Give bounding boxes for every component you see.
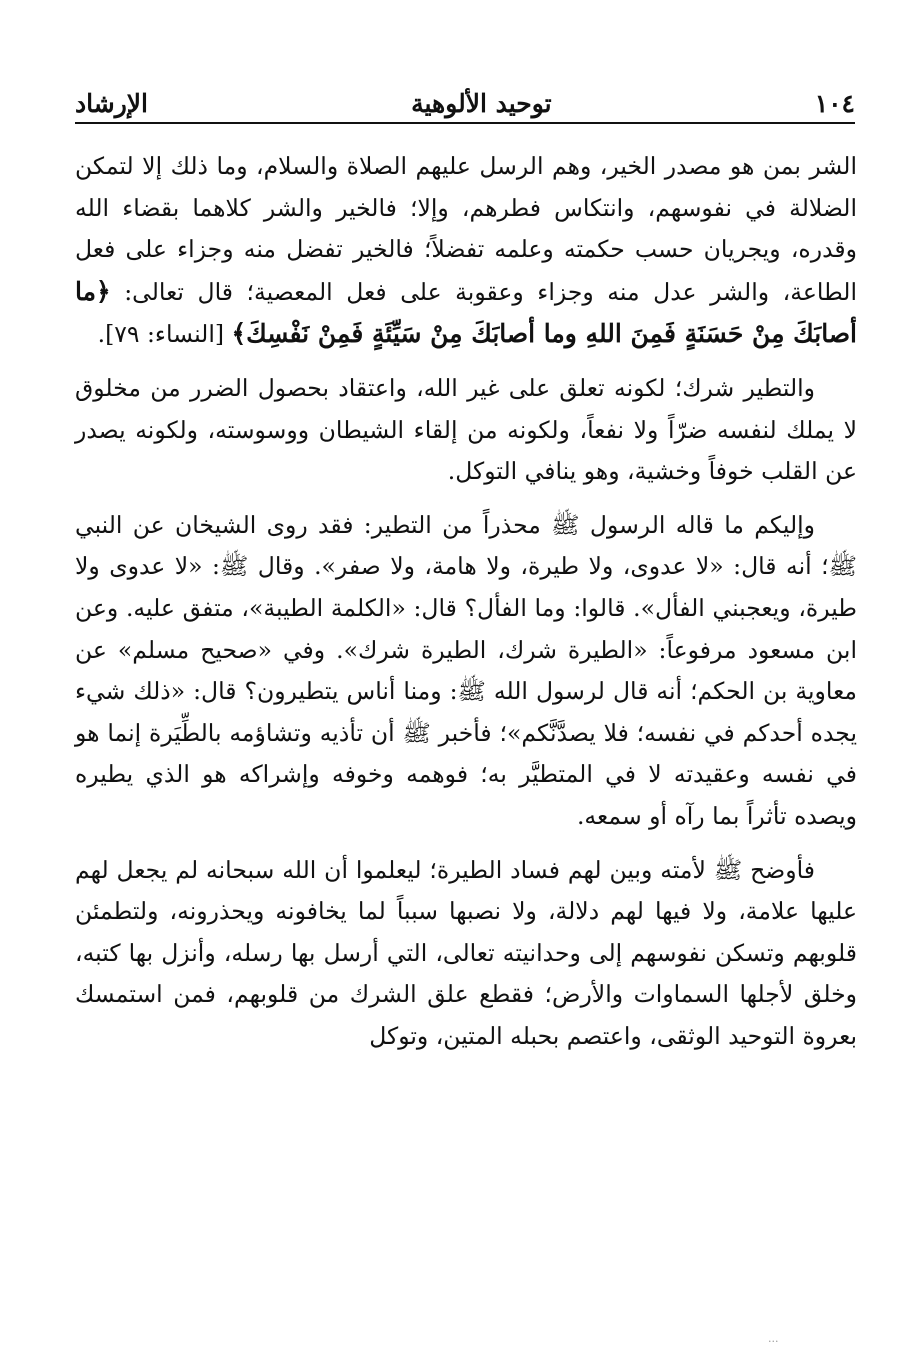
verse-citation: [النساء: ٧٩]. <box>97 320 225 349</box>
page-header <box>75 78 855 118</box>
page-body <box>75 146 857 1057</box>
paragraph-3: وإليكم ما قاله الرسول ﷺ محذراً من التطير: فقد روى الشيخان عن النبي ﷺ؛ أنه قال: «لا عدوى، ولا طيرة، ولا هامة، ولا صفر». وقال ﷺ: «لا عدوى ولا طيرة، ويعجبني الفأل». قالوا: وما الفأل؟ قال: «الكلمة الطيبة»، متفق عليه. وعن ابن مسعود مرفوعاً: «الطيرة شرك، الطيرة شرك». وفي «صحيح مسلم» عن معاوية بن الحكم؛ أنه قال لرسول الله ﷺ: ومنا أناس يتطيرون؟ قال: «ذلك شيء يجده أحدكم في نفسه؛ فلا يصدَّنَّكم»؛ فأخبر ﷺ أن تأذيه وتشاؤمه بالطِّيَرة إنما هو في نفسه وعقيدته لا في المتطيَّر به؛ فوهمه وخوفه وإشراكه هو الذي يطيره ويصده تأثراً بما رآه أو سمعه. <box>75 510 857 830</box>
quran-verse: ﴿ما أصابَكَ مِنْ حَسَنَةٍ فَمِنَ اللهِ وما أصابَكَ مِنْ سَيِّئَةٍ فَمِنْ نَفْسِكَ﴾ <box>75 276 857 349</box>
header-rule <box>75 122 855 124</box>
paragraph-4: فأوضح ﷺ لأمته وبين لهم فساد الطيرة؛ ليعلموا أن الله سبحانه لم يجعل لهم عليها علامة، ولا فيها لهم دلالة، ولا نصبها سبباً لما يخافونه ويحذرونه، ولتطمئن قلوبهم وتسكن نفوسهم إلى وحدانيته تعالى، التي أرسل بها رسله، وأنزل بها كتبه، وخلق لأجلها السماوات والأرض؛ فقطع علق الشرك من قلوبهم، فمن استمسك بعروة التوحيد الوثقى، واعتصم بحبله المتين، وتوكل <box>75 855 857 1050</box>
book-title: الإرشاد <box>75 89 148 118</box>
footer-mark: ... <box>768 1332 779 1345</box>
paragraph-1-text: الشر بمن هو مصدر الخير، وهم الرسل عليهم الصلاة والسلام، وما ذلك إلا لتمكن الضلالة في نفوسهم، وانتكاس فطرهم، وإلا؛ فالخير والشر كلاهما بقضاء الله وقدره، ويجريان حسب حكمته وعلمه تفضلاً؛ فالخير تفضل منه وجزاء على فعل الطاعة، والشر عدل منه وجزاء وعقوبة على فعل المعصية؛ قال تعالى: <box>75 152 857 306</box>
page-number: ١٠٤ <box>814 89 855 118</box>
paragraph-1 <box>75 146 857 356</box>
chapter-title: توحيد الألوهية <box>411 89 552 118</box>
paragraph-2: والتطير شرك؛ لكونه تعلق على غير الله، واعتقاد بحصول الضرر من مخلوق لا يملك لنفسه ضرّاً ولا نفعاً، ولكونه من إلقاء الشيطان ووسوسته، ولكونه يصدر عن القلب خوفاً وخشية، وهو ينافي التوكل. <box>75 373 857 486</box>
